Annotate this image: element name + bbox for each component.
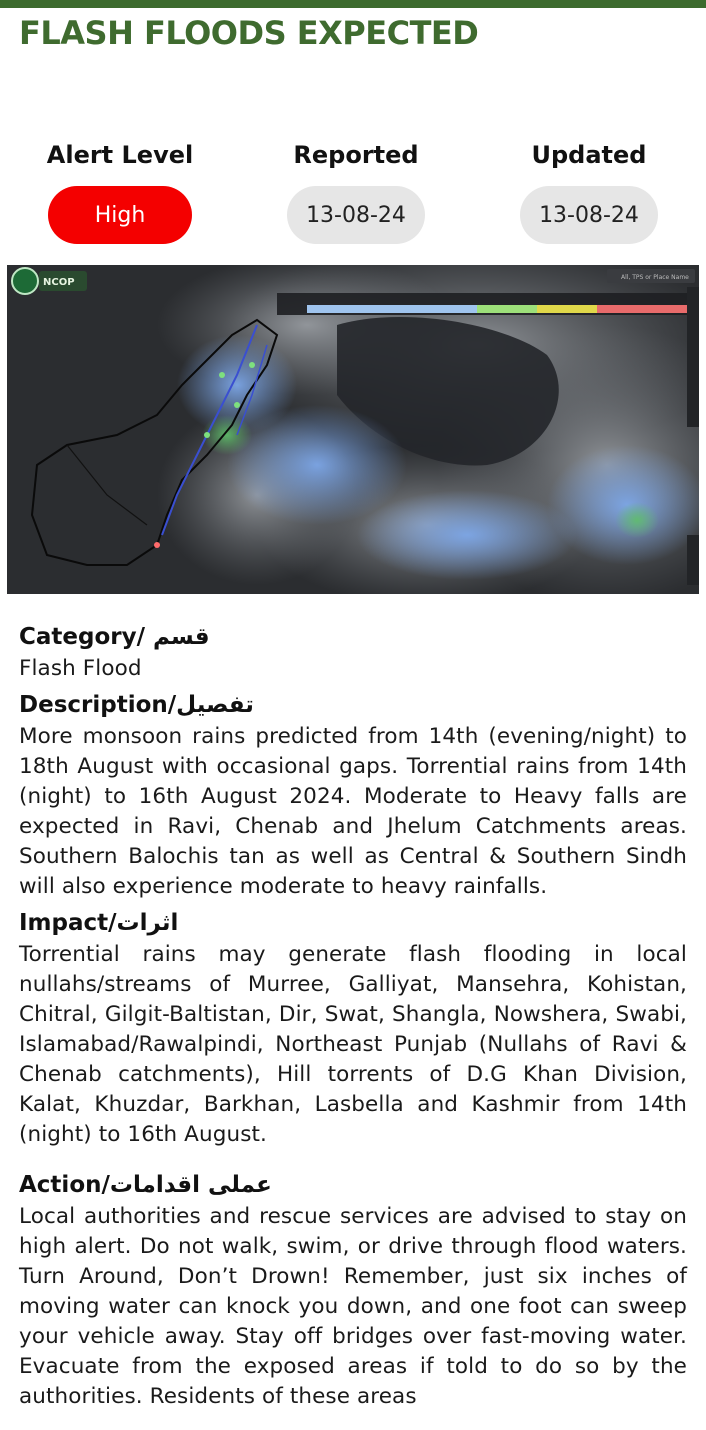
impact-text: Torrential rains may generate flash flooding in local nullahs/streams of Murree, Galliyat, Mansehra, Kohistan, Chitral, Gilgit-Baltistan, Dir, Swat, Shangla, Nowshera, Swabi, Islamabad/Rawalpindi, Northeast Punjab (Nullahs of Ravi & Chenab catchments), Hill torrents of D.G Khan Division, Kalat, Khuzdar, Barkhan, Lasbella and Kashmir from 14th (night) to 16th August. [19,942,687,1147]
alert-level-label: Alert Level [46,141,194,169]
forecast-map-image[interactable] [7,265,699,594]
updated-label: Updated [531,141,647,169]
impact-heading: Impact/اثرات [19,910,179,936]
category-heading: Category/ قسم [19,624,210,650]
description-heading: Description/تفصیل [19,692,254,718]
top-accent-bar [0,0,706,8]
updated-date-badge: 13-08-24 [520,186,658,244]
map-logo-text: NCOP [43,277,75,288]
map-search-placeholder: All, TPS or Place Name [621,274,689,281]
action-heading: Action/عملی اقدامات [19,1172,272,1198]
alert-details [19,620,687,1416]
alert-level-column [48,138,192,244]
updated-column [520,138,658,244]
reported-column [287,138,425,244]
alert-level-badge: High [48,186,192,244]
reported-date-badge: 13-08-24 [287,186,425,244]
description-text: More monsoon rains predicted from 14th (evening/night) to 18th August with occasional gaps. Torrential rains from 14th (night) to 16th August 2024. Moderate to Heavy falls are expected in Ravi, Chenab and Jhelum Catchments areas. Southern Balochis tan as well as Central & Southern Sindh will also experience moderate to heavy rainfalls. [19,724,687,899]
section-spacer [19,1154,687,1168]
category-text: Flash Flood [19,656,142,681]
action-text: Local authorities and rescue services are advised to stay on high alert. Do not walk, swim, or drive through flood waters. Turn Around, Don’t Drown! Remember, just six inches of moving water can knock you down, and one foot can sweep your vehicle away. Stay off bridges over fast-moving water. Evacuate from the exposed areas if told to do so by the authorities. Residents of these areas [19,1204,687,1409]
reported-label: Reported [293,141,419,169]
rainfall-map-graphic [7,265,699,594]
page-title: FLASH FLOODS EXPECTED [19,14,479,52]
alert-meta-row [0,138,706,244]
